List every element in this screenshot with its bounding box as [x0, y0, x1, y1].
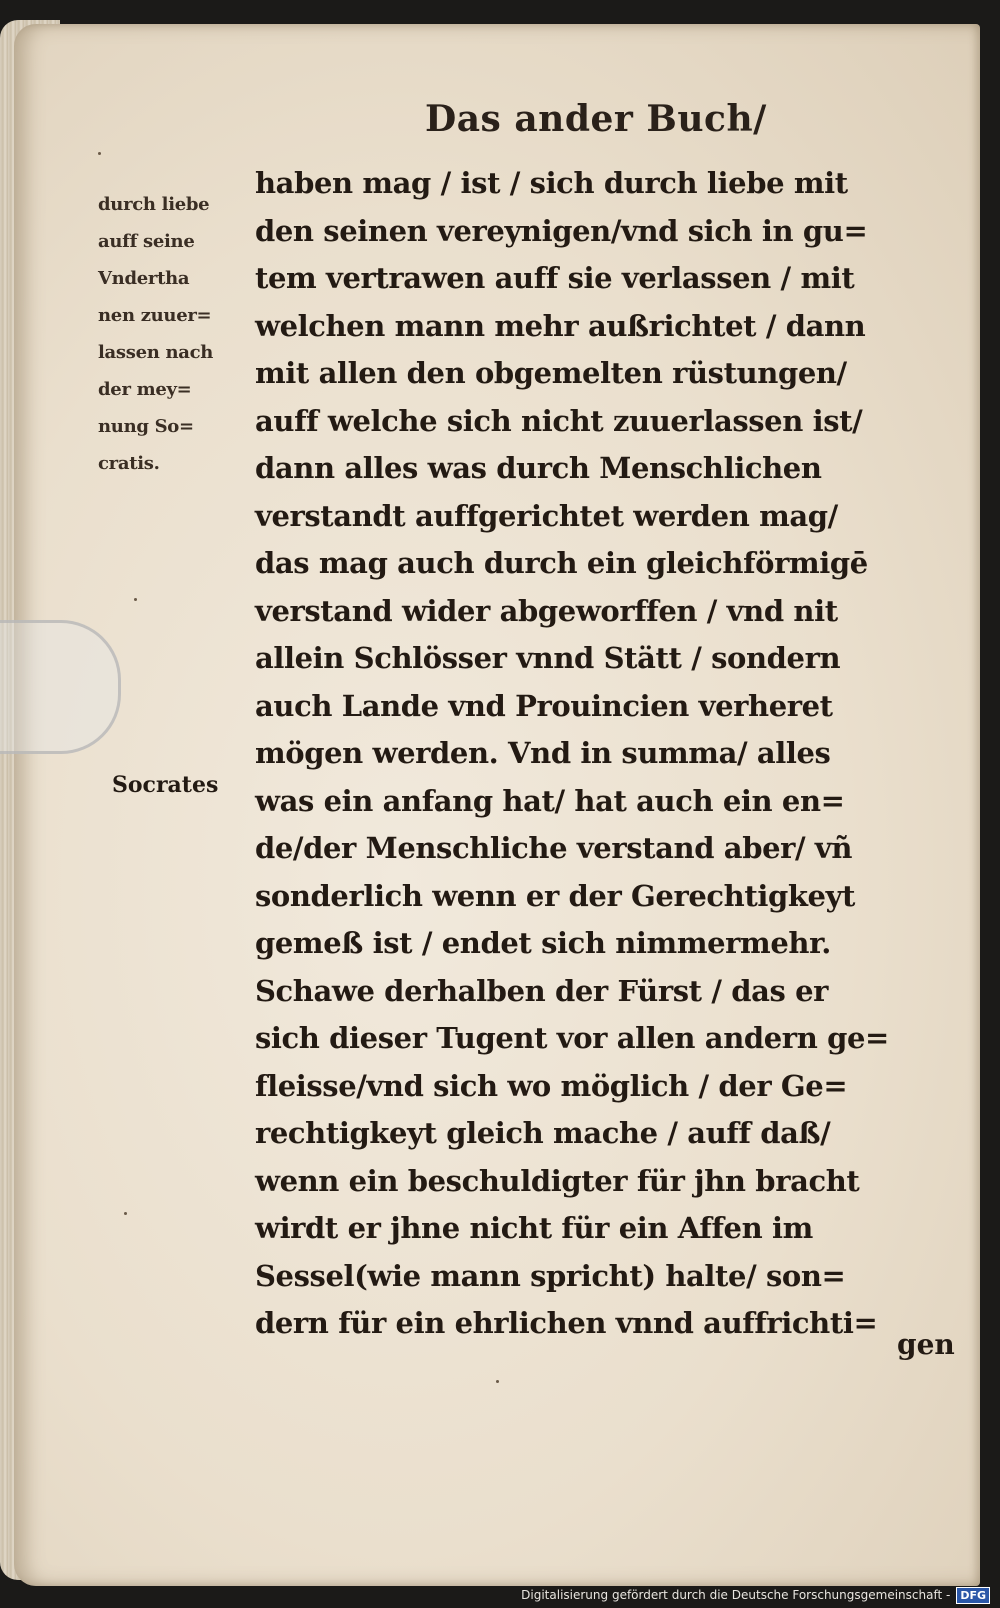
text-line: allein Schlösser vnnd Stätt / sondern [255, 641, 841, 675]
margin-note-line: lassen nach [98, 342, 214, 363]
text-line: wirdt er jhne nicht für ein Affen im [255, 1211, 813, 1245]
ink-speck [124, 1212, 127, 1215]
text-line: auch Lande vnd Prouincien verheret [255, 688, 833, 723]
margin-note-line: auff seine [98, 231, 195, 252]
text-line: Sessel(wie mann spricht) halte/ son= [255, 1258, 846, 1293]
margin-note-line: cratis. [98, 453, 160, 474]
margin-note-line: durch liebe [98, 194, 210, 215]
text-line: tem vertrawen auff sie verlassen / mit [255, 261, 855, 295]
ink-speck [134, 598, 137, 601]
text-line: fleisse/vnd sich wo möglich / der Ge= [255, 1068, 848, 1103]
catchword: gen [897, 1328, 955, 1361]
text-line: verstand wider abgeworffen / vnd nit [255, 593, 838, 628]
page-clip [0, 620, 121, 754]
footer [521, 1584, 990, 1606]
text-line: gemeß ist / endet sich nimmermehr. [255, 926, 831, 960]
dfg-logo: DFG [956, 1587, 990, 1604]
text-line: sich dieser Tugent vor allen andern ge= [255, 1021, 889, 1055]
running-head: Das ander Buch/ [425, 98, 767, 140]
margin-note-line: Vndertha [98, 268, 190, 289]
text-line: auff welche sich nicht zuuerlassen ist/ [255, 403, 863, 438]
text-line: mit allen den obgemelten rüstungen/ [255, 356, 847, 390]
text-line: Schawe derhalben der Fürst / das er [255, 973, 829, 1008]
text-line: verstandt auffgerichtet werden mag/ [255, 498, 838, 533]
text-line: rechtigkeyt gleich mache / auff daß/ [255, 1116, 831, 1150]
text-line: den seinen vereynigen/vnd sich in gu= [255, 213, 868, 248]
margin-note-line: nen zuuer= [98, 305, 212, 326]
text-line: das mag auch durch ein gleichförmigē [255, 546, 868, 580]
text-line: mögen werden. Vnd in summa/ alles [255, 736, 831, 770]
margin-name: Socrates [112, 772, 219, 798]
ink-speck [496, 1380, 499, 1383]
text-line: dern für ein ehrlichen vnnd auffrichti= [255, 1306, 878, 1340]
text-line: de/der Menschliche verstand aber/ vñ [255, 831, 853, 865]
margin-note-line: der mey= [98, 379, 192, 400]
margin-note [98, 186, 248, 482]
text-line: wenn ein beschuldigter für jhn bracht [255, 1163, 860, 1198]
text-line: welchen mann mehr außrichtet / dann [255, 308, 866, 343]
text-line: haben mag / ist / sich durch liebe mit [255, 166, 848, 200]
footer-credit: Digitalisierung gefördert durch die Deutsche Forschungsgemeinschaft - [521, 1588, 951, 1602]
text-line: dann alles was durch Menschlichen [255, 451, 822, 485]
ink-speck [98, 152, 101, 155]
text-line: sonderlich wenn er der Gerechtigkeyt [255, 878, 856, 913]
text-line: was ein anfang hat/ hat auch ein en= [255, 783, 845, 818]
body-text [255, 160, 945, 1348]
margin-note-line: nung So= [98, 416, 194, 437]
